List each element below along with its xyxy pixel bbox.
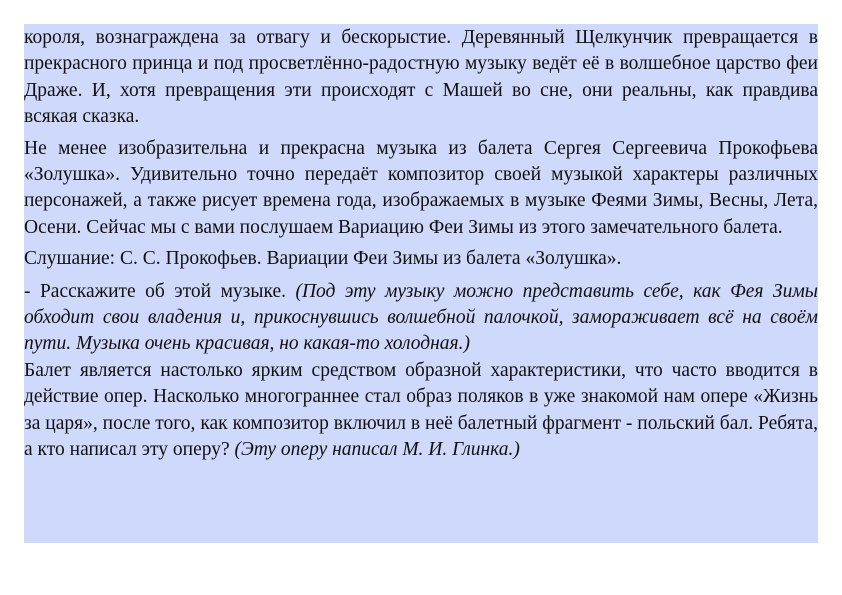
paragraph-question [24, 279, 818, 358]
paragraph-nutcracker: короля, вознаграждена за отвагу и бескорыстие. Деревянный Щелкунчик превращается в прекрасного принца и под просветлённо-радостную музыку ведёт её в волшебное царство феи Драже. И, хотя превращения эти происходят с Машей во сне, они реальны, как правдива всякая сказка. [24, 27, 818, 128]
paragraph-ballet-opera [24, 358, 818, 464]
text-box [24, 24, 818, 543]
question-text: - Расскажите об этой музыке. [24, 280, 287, 302]
answer-text: (Под эту музыку можно представить себе, как Фея Зимы обходит свои владения и, прикоснувшись волшебной палочкой, замораживает всё на своём пути. Музыка очень красивая, но какая-то холодная.) [24, 280, 818, 355]
answer-glinka: (Эту оперу написал М. И. Глинка.) [234, 439, 520, 461]
paragraph-cinderella: Не менее изобразительна и прекрасна музыка из балета Сергея Сергеевича Прокофьева «Золушка». Удивительно точно передаёт композитор своей музыкой характеры различных персонажей, а также рисует времена года, изображаемых в музыке Феями Зимы, Весны, Лета, Осени. Сейчас мы с вами послушаем Вариацию Феи Зимы из этого замечательного балета. [24, 137, 818, 238]
ballet-opera-text: Балет является настолько ярким средством образной характеристики, что часто вводится в действие опер. Насколько многограннее стал образ поляков в уже знакомой нам опере «Жизнь за царя», после того, как композитор включил в неё балетный фрагмент - польский бал. Ребята, а кто написал эту оперу? [24, 359, 818, 461]
paragraph-listening: Слушание: С. С. Прокофьев. Вариации Феи Зимы из балета «Золушка». [24, 248, 622, 270]
